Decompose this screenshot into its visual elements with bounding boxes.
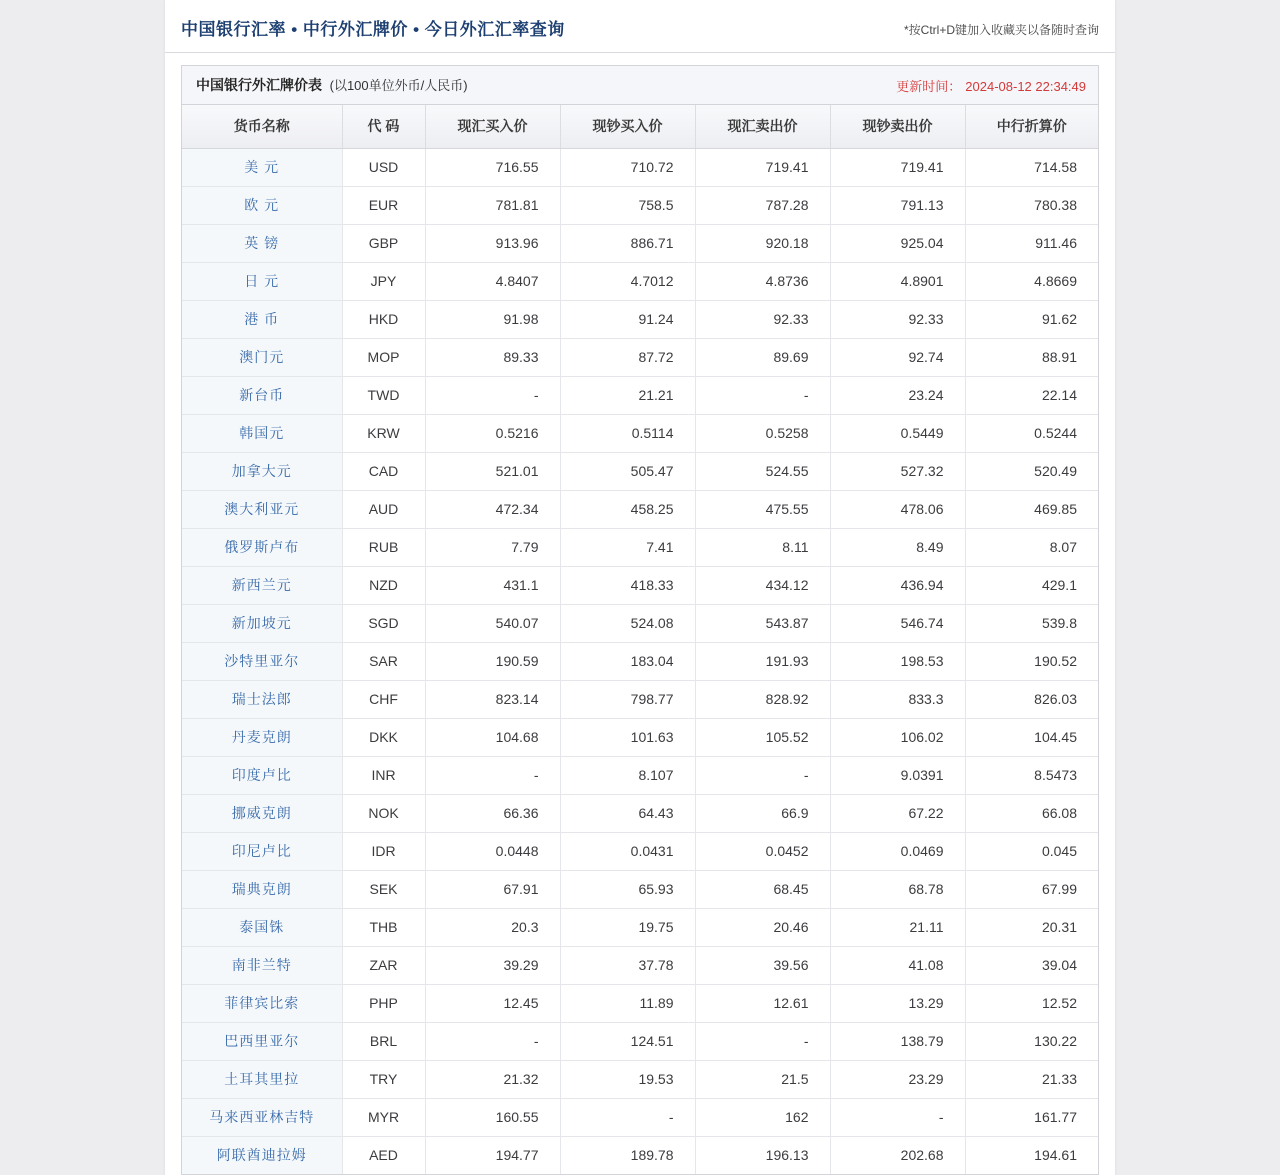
rate-cell: 434.12 <box>695 566 830 604</box>
rate-cell: 91.24 <box>560 300 695 338</box>
currency-code: CAD <box>342 452 425 490</box>
rate-cell: 521.01 <box>425 452 560 490</box>
rate-cell: 710.72 <box>560 148 695 186</box>
currency-name-cell <box>182 452 342 490</box>
currency-code: HKD <box>342 300 425 338</box>
rate-cell: 8.5473 <box>965 756 1098 794</box>
currency-name-cell <box>182 1060 342 1098</box>
currency-link[interactable]: 美 元 <box>244 159 280 175</box>
rate-cell: 540.07 <box>425 604 560 642</box>
rate-cell: 19.75 <box>560 908 695 946</box>
rate-cell: 418.33 <box>560 566 695 604</box>
rate-cell: 183.04 <box>560 642 695 680</box>
rate-cell: 925.04 <box>830 224 965 262</box>
table-row <box>182 452 1098 490</box>
unit-note: (以100单位外币/人民币) <box>329 78 468 93</box>
rate-cell: 130.22 <box>965 1022 1098 1060</box>
rate-cell: 539.8 <box>965 604 1098 642</box>
rate-cell: 66.9 <box>695 794 830 832</box>
col-header-cash-buy: 现钞买入价 <box>560 105 695 148</box>
table-row <box>182 1022 1098 1060</box>
table-row <box>182 984 1098 1022</box>
table-row <box>182 1098 1098 1136</box>
currency-name-cell <box>182 566 342 604</box>
currency-code: DKK <box>342 718 425 756</box>
currency-link[interactable]: 新台币 <box>239 387 285 403</box>
rate-cell: 12.52 <box>965 984 1098 1022</box>
rate-cell: 105.52 <box>695 718 830 756</box>
rate-cell: - <box>695 1022 830 1060</box>
currency-link[interactable]: 沙特里亚尔 <box>224 653 300 669</box>
table-row <box>182 148 1098 186</box>
col-header-spot-buy: 现汇买入价 <box>425 105 560 148</box>
rate-cell: 458.25 <box>560 490 695 528</box>
col-header-boc-reference: 中行折算价 <box>965 105 1098 148</box>
table-title: 中国银行外汇牌价表 <box>196 77 322 93</box>
rate-cell: 7.79 <box>425 528 560 566</box>
currency-link[interactable]: 日 元 <box>244 273 280 289</box>
rate-cell: 21.11 <box>830 908 965 946</box>
rate-cell: - <box>560 1098 695 1136</box>
rate-cell: 7.41 <box>560 528 695 566</box>
currency-name-cell <box>182 186 342 224</box>
table-row <box>182 338 1098 376</box>
table-row <box>182 528 1098 566</box>
rate-cell: 524.55 <box>695 452 830 490</box>
rates-table-head <box>182 105 1098 148</box>
currency-link[interactable]: 泰国铢 <box>239 919 285 935</box>
rate-cell: 823.14 <box>425 680 560 718</box>
currency-code: SGD <box>342 604 425 642</box>
table-row <box>182 832 1098 870</box>
rate-cell: 911.46 <box>965 224 1098 262</box>
currency-link[interactable]: 澳门元 <box>239 349 285 365</box>
currency-link[interactable]: 土耳其里拉 <box>224 1071 300 1087</box>
currency-code: AED <box>342 1136 425 1174</box>
currency-link[interactable]: 挪威克朗 <box>231 805 292 821</box>
rate-cell: 920.18 <box>695 224 830 262</box>
rate-cell: 104.68 <box>425 718 560 756</box>
table-row <box>182 376 1098 414</box>
rate-cell: 66.36 <box>425 794 560 832</box>
rate-cell: - <box>425 376 560 414</box>
rate-cell: 67.91 <box>425 870 560 908</box>
rate-cell: 190.52 <box>965 642 1098 680</box>
rate-cell: 198.53 <box>830 642 965 680</box>
rate-cell: 65.93 <box>560 870 695 908</box>
currency-name-cell <box>182 376 342 414</box>
currency-code: MYR <box>342 1098 425 1136</box>
table-caption-bar <box>182 66 1098 105</box>
currency-name-cell <box>182 642 342 680</box>
currency-link[interactable]: 俄罗斯卢布 <box>224 539 300 555</box>
rate-cell: 719.41 <box>830 148 965 186</box>
rate-cell: 431.1 <box>425 566 560 604</box>
rate-cell: - <box>695 756 830 794</box>
rate-cell: - <box>830 1098 965 1136</box>
page-container <box>165 0 1115 1175</box>
table-row <box>182 756 1098 794</box>
currency-code: BRL <box>342 1022 425 1060</box>
rate-cell: 798.77 <box>560 680 695 718</box>
rate-cell: 37.78 <box>560 946 695 984</box>
table-row <box>182 604 1098 642</box>
rate-cell: 21.32 <box>425 1060 560 1098</box>
col-header-code: 代 码 <box>342 105 425 148</box>
currency-link[interactable]: 瑞典克朗 <box>231 881 292 897</box>
rate-cell: 826.03 <box>965 680 1098 718</box>
currency-link[interactable]: 丹麦克朗 <box>231 729 292 745</box>
rate-cell: 190.59 <box>425 642 560 680</box>
currency-link[interactable]: 加拿大元 <box>231 463 292 479</box>
rate-cell: 12.45 <box>425 984 560 1022</box>
rate-cell: 39.04 <box>965 946 1098 984</box>
rate-cell: 191.93 <box>695 642 830 680</box>
rate-cell: 8.107 <box>560 756 695 794</box>
rate-cell: 8.11 <box>695 528 830 566</box>
currency-link[interactable]: 马来西亚林吉特 <box>209 1109 315 1125</box>
col-header-spot-sell: 现汇卖出价 <box>695 105 830 148</box>
currency-name-cell <box>182 680 342 718</box>
currency-name-cell <box>182 262 342 300</box>
rate-cell: 20.3 <box>425 908 560 946</box>
rate-cell: 68.45 <box>695 870 830 908</box>
rate-cell: 475.55 <box>695 490 830 528</box>
rate-cell: 478.06 <box>830 490 965 528</box>
currency-code: JPY <box>342 262 425 300</box>
currency-link[interactable]: 韩国元 <box>239 425 285 441</box>
rate-cell: 0.0452 <box>695 832 830 870</box>
currency-name-cell <box>182 794 342 832</box>
currency-link[interactable]: 英 镑 <box>244 235 280 251</box>
rate-cell: 8.07 <box>965 528 1098 566</box>
rate-cell: 787.28 <box>695 186 830 224</box>
table-row <box>182 1136 1098 1174</box>
rate-cell: 124.51 <box>560 1022 695 1060</box>
rate-cell: 833.3 <box>830 680 965 718</box>
rate-cell: 92.33 <box>695 300 830 338</box>
rate-cell: 91.62 <box>965 300 1098 338</box>
rate-cell: 194.61 <box>965 1136 1098 1174</box>
currency-link[interactable]: 港 币 <box>244 311 280 327</box>
update-time-label: 更新时间： <box>896 78 962 94</box>
table-row <box>182 490 1098 528</box>
rate-cell: 469.85 <box>965 490 1098 528</box>
rate-cell: - <box>695 376 830 414</box>
currency-name-cell <box>182 300 342 338</box>
rate-cell: 21.5 <box>695 1060 830 1098</box>
rate-cell: 719.41 <box>695 148 830 186</box>
rate-cell: 21.21 <box>560 376 695 414</box>
table-row <box>182 946 1098 984</box>
currency-link[interactable]: 阿联酋迪拉姆 <box>216 1147 307 1164</box>
rate-cell: 66.08 <box>965 794 1098 832</box>
rate-cell: 886.71 <box>560 224 695 262</box>
currency-link[interactable]: 新加坡元 <box>231 615 292 631</box>
currency-link[interactable]: 印尼卢比 <box>231 843 292 859</box>
rate-cell: 527.32 <box>830 452 965 490</box>
rate-cell: 20.31 <box>965 908 1098 946</box>
currency-name-cell <box>182 1098 342 1136</box>
rate-cell: 0.5244 <box>965 414 1098 452</box>
rate-cell: 429.1 <box>965 566 1098 604</box>
rate-cell: 67.99 <box>965 870 1098 908</box>
currency-code: TWD <box>342 376 425 414</box>
rate-cell: 106.02 <box>830 718 965 756</box>
table-row <box>182 566 1098 604</box>
rate-cell: 89.69 <box>695 338 830 376</box>
currency-code: CHF <box>342 680 425 718</box>
currency-code: RUB <box>342 528 425 566</box>
rate-cell: 472.34 <box>425 490 560 528</box>
rate-cell: 436.94 <box>830 566 965 604</box>
rate-cell: 4.7012 <box>560 262 695 300</box>
rates-table <box>182 105 1098 1174</box>
rates-table-box <box>181 65 1099 1175</box>
rate-cell: - <box>425 756 560 794</box>
rate-cell: 520.49 <box>965 452 1098 490</box>
currency-name-cell <box>182 414 342 452</box>
currency-name-cell <box>182 338 342 376</box>
rate-cell: 92.33 <box>830 300 965 338</box>
rate-cell: 13.29 <box>830 984 965 1022</box>
currency-name-cell <box>182 870 342 908</box>
currency-link[interactable]: 巴西里亚尔 <box>224 1033 300 1049</box>
rates-tbody <box>182 148 1098 1174</box>
currency-code: NZD <box>342 566 425 604</box>
rate-cell: 828.92 <box>695 680 830 718</box>
table-row <box>182 300 1098 338</box>
currency-link[interactable]: 欧 元 <box>244 197 280 213</box>
table-row <box>182 186 1098 224</box>
rate-cell: 11.89 <box>560 984 695 1022</box>
rate-cell: 202.68 <box>830 1136 965 1174</box>
rate-cell: 505.47 <box>560 452 695 490</box>
currency-name-cell <box>182 946 342 984</box>
rate-cell: 22.14 <box>965 376 1098 414</box>
update-time-block <box>896 76 1086 95</box>
rate-cell: 0.5114 <box>560 414 695 452</box>
table-row <box>182 642 1098 680</box>
rate-cell: 780.38 <box>965 186 1098 224</box>
rate-cell: 138.79 <box>830 1022 965 1060</box>
rate-cell: 4.8407 <box>425 262 560 300</box>
table-row <box>182 1060 1098 1098</box>
rate-cell: 20.46 <box>695 908 830 946</box>
rate-cell: 8.49 <box>830 528 965 566</box>
table-row <box>182 224 1098 262</box>
currency-code: GBP <box>342 224 425 262</box>
rate-cell: 162 <box>695 1098 830 1136</box>
currency-code: EUR <box>342 186 425 224</box>
table-row <box>182 414 1098 452</box>
rate-cell: 4.8669 <box>965 262 1098 300</box>
rate-cell: 0.0448 <box>425 832 560 870</box>
rate-cell: 12.61 <box>695 984 830 1022</box>
currency-name-cell <box>182 718 342 756</box>
currency-name-cell <box>182 148 342 186</box>
rate-cell: 160.55 <box>425 1098 560 1136</box>
currency-code: PHP <box>342 984 425 1022</box>
currency-code: THB <box>342 908 425 946</box>
currency-name-cell <box>182 224 342 262</box>
table-row <box>182 718 1098 756</box>
rate-cell: 23.24 <box>830 376 965 414</box>
currency-code: IDR <box>342 832 425 870</box>
rate-cell: 101.63 <box>560 718 695 756</box>
rate-cell: 791.13 <box>830 186 965 224</box>
currency-name-cell <box>182 984 342 1022</box>
col-header-currency-name: 货币名称 <box>182 105 342 148</box>
currency-name-cell <box>182 490 342 528</box>
rate-cell: 4.8736 <box>695 262 830 300</box>
currency-name-cell <box>182 908 342 946</box>
rate-cell: 0.0469 <box>830 832 965 870</box>
rate-cell: 39.29 <box>425 946 560 984</box>
rate-cell: 89.33 <box>425 338 560 376</box>
rate-cell: 0.045 <box>965 832 1098 870</box>
rate-cell: 196.13 <box>695 1136 830 1174</box>
col-header-cash-sell: 现钞卖出价 <box>830 105 965 148</box>
rate-cell: 67.22 <box>830 794 965 832</box>
rate-cell: 758.5 <box>560 186 695 224</box>
rate-cell: 21.33 <box>965 1060 1098 1098</box>
rate-cell: 781.81 <box>425 186 560 224</box>
rate-cell: 524.08 <box>560 604 695 642</box>
rate-cell: 39.56 <box>695 946 830 984</box>
update-time-value: 2024-08-12 22:34:49 <box>965 78 1086 94</box>
rate-cell: 194.77 <box>425 1136 560 1174</box>
currency-code: KRW <box>342 414 425 452</box>
rate-cell: 41.08 <box>830 946 965 984</box>
table-row <box>182 870 1098 908</box>
rate-cell: 4.8901 <box>830 262 965 300</box>
currency-name-cell <box>182 1022 342 1060</box>
page-title: 中国银行汇率 • 中行外汇牌价 • 今日外汇汇率查询 <box>181 20 565 39</box>
currency-link[interactable]: 南非兰特 <box>231 957 292 973</box>
currency-code: AUD <box>342 490 425 528</box>
currency-code: USD <box>342 148 425 186</box>
rate-cell: 91.98 <box>425 300 560 338</box>
currency-name-cell <box>182 604 342 642</box>
currency-code: INR <box>342 756 425 794</box>
currency-name-cell <box>182 1136 342 1174</box>
rate-cell: 0.0431 <box>560 832 695 870</box>
rate-cell: 0.5449 <box>830 414 965 452</box>
rate-cell: 0.5258 <box>695 414 830 452</box>
top-bar <box>165 0 1115 53</box>
currency-code: TRY <box>342 1060 425 1098</box>
currency-name-cell <box>182 756 342 794</box>
table-row <box>182 680 1098 718</box>
rate-cell: 913.96 <box>425 224 560 262</box>
table-row <box>182 908 1098 946</box>
currency-code: SAR <box>342 642 425 680</box>
currency-code: ZAR <box>342 946 425 984</box>
rate-cell: 92.74 <box>830 338 965 376</box>
currency-link[interactable]: 瑞士法郎 <box>231 691 292 707</box>
rate-cell: 104.45 <box>965 718 1098 756</box>
table-row <box>182 794 1098 832</box>
rate-cell: 716.55 <box>425 148 560 186</box>
rate-cell: 87.72 <box>560 338 695 376</box>
currency-name-cell <box>182 528 342 566</box>
rate-cell: - <box>425 1022 560 1060</box>
currency-link[interactable]: 印度卢比 <box>231 767 292 783</box>
rate-cell: 64.43 <box>560 794 695 832</box>
currency-code: MOP <box>342 338 425 376</box>
rate-cell: 546.74 <box>830 604 965 642</box>
rate-cell: 0.5216 <box>425 414 560 452</box>
currency-link[interactable]: 澳大利亚元 <box>224 501 300 517</box>
rate-cell: 189.78 <box>560 1136 695 1174</box>
bookmark-tip: *按Ctrl+D键加入收藏夹以备随时查询 <box>903 23 1099 37</box>
rate-cell: 68.78 <box>830 870 965 908</box>
currency-link[interactable]: 菲律宾比索 <box>224 995 300 1011</box>
rate-cell: 23.29 <box>830 1060 965 1098</box>
table-row <box>182 262 1098 300</box>
rate-cell: 543.87 <box>695 604 830 642</box>
table-caption <box>196 75 468 95</box>
currency-name-cell <box>182 832 342 870</box>
currency-code: SEK <box>342 870 425 908</box>
rate-cell: 19.53 <box>560 1060 695 1098</box>
rate-cell: 714.58 <box>965 148 1098 186</box>
rate-cell: 9.0391 <box>830 756 965 794</box>
rate-cell: 88.91 <box>965 338 1098 376</box>
rate-cell: 161.77 <box>965 1098 1098 1136</box>
currency-code: NOK <box>342 794 425 832</box>
currency-link[interactable]: 新西兰元 <box>231 577 292 593</box>
